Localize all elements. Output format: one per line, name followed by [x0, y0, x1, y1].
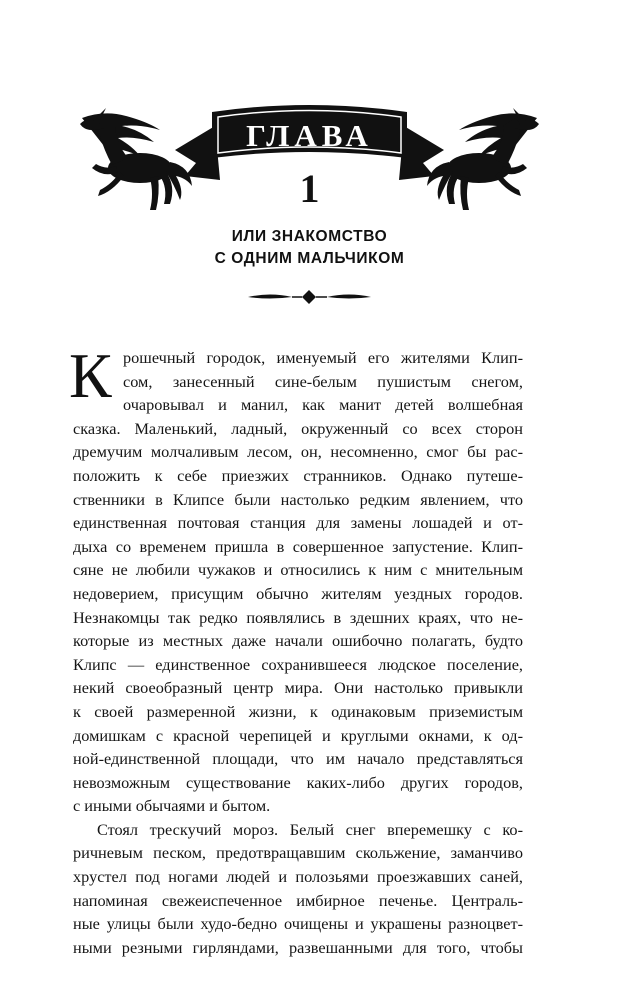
- text-line: Незнакомцы так редко появлялись в здешних краях, что не-: [73, 607, 523, 627]
- text-line: рошечный городок, именуемый его жителями Клип-: [123, 348, 523, 367]
- chapter-title-line-1: ИЛИ ЗНАКОМСТВО: [231, 228, 388, 245]
- text-line: сяне не любили чужаков и относились к ним с мнительным: [73, 560, 523, 580]
- text-line: ные улицы были худо-бедно очищены и украшены разноцвет-: [73, 914, 523, 934]
- text-line: которые из местных даже начали ошибочно полагать, будто: [73, 631, 523, 651]
- text-line: дыха со временем пришла в совершенное запустение. Клип-: [73, 536, 523, 556]
- text-line: недоверием, присущим обычно жителям уездных городов.: [73, 583, 523, 603]
- text-line: ными резными гирляндами, развешанными для того, чтобы: [73, 937, 523, 957]
- text-line: некий своеобразный центр мира. Они настолько привыкли: [73, 678, 523, 698]
- pegasus-right-icon: [427, 108, 539, 210]
- text-line: ричневым песком, предотвращавшим скольжение, заманчиво: [73, 843, 523, 863]
- text-line: Стоял трескучий мороз. Белый снег вперемешку с ко-: [97, 819, 523, 839]
- text-line: ной-единственной площади, что им начало представляться: [73, 749, 523, 769]
- text-line: к своей размеренной жизни, к одинаковым приземистым: [73, 701, 523, 721]
- divider-ornament-icon: [248, 290, 371, 304]
- pegasus-left-icon: [80, 108, 192, 210]
- text-line: положить к себе приезжих странников. Однако путеше-: [73, 465, 523, 485]
- second-paragraph: [73, 818, 523, 960]
- chapter-title-line-2: С ОДНИМ МАЛЬЧИКОМ: [214, 250, 405, 267]
- text-line: Клипс — единственное сохранившееся людское поселение,: [73, 654, 523, 674]
- text-line: единственная почтовая станция для замены лошадей и от-: [73, 513, 523, 533]
- text-line: напоминая свежеиспеченное имбирное печенье. Централь-: [73, 890, 523, 910]
- text-line: невозможным существование каких-либо других городов,: [73, 772, 523, 792]
- text-line: сом, занесенный сине-белым пушистым снегом,: [123, 371, 523, 391]
- chapter-number: 1: [299, 166, 320, 211]
- text-line: сказка. Маленький, ладный, окруженный со всех сторон: [73, 418, 523, 438]
- chapter-header: [0, 0, 619, 310]
- text-line: очаровывал и манил, как манит детей волшебная: [123, 395, 523, 415]
- text-line: дремучим молчаливым лесом, он, несомненно, смог бы рас-: [73, 442, 523, 462]
- text-line: с иными обычаями и бытом.: [73, 796, 271, 816]
- text-line: домишкам с красной черепицей и круглыми окнами, к од-: [73, 725, 523, 745]
- text-line: хрустел под ногами людей и полозьями проезжавших саней,: [73, 867, 523, 887]
- chapter-label: ГЛАВА: [246, 118, 373, 153]
- text-line: ственники в Клипсе были настолько редким явлением, что: [73, 489, 523, 509]
- chapter-body: [69, 340, 523, 959]
- drop-cap: К: [69, 340, 112, 411]
- first-paragraph: [69, 340, 523, 818]
